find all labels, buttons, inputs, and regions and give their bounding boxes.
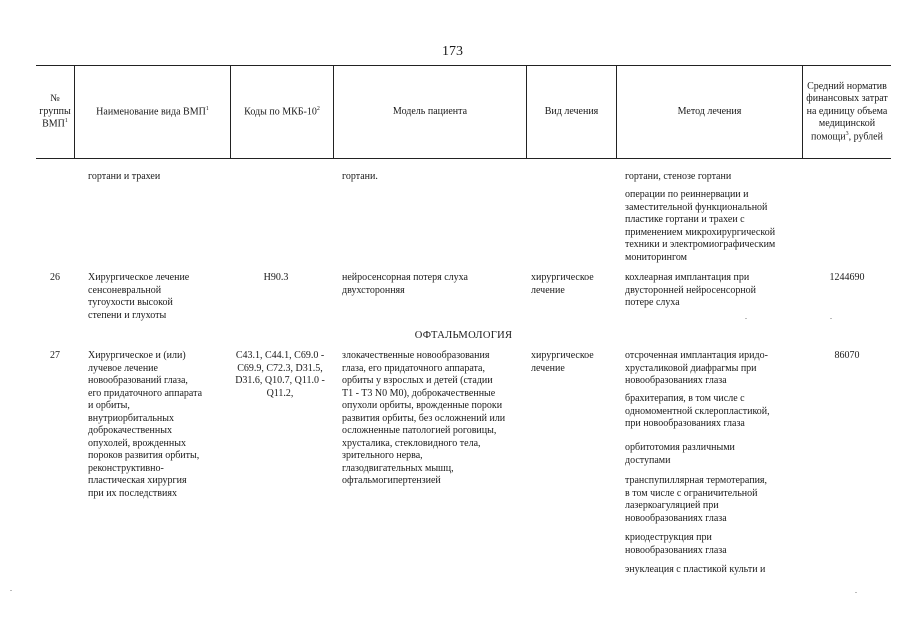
header-icd-codes: Коды по МКБ-$10^2$ bbox=[244, 105, 320, 117]
header-average-cost: Средний норматив финансовых затрат на единицу объема медицинской помощи$^3$, рублей bbox=[806, 80, 888, 142]
row27-method-4: транспупиллярная термотерапия, в том числе с ограничительной лазеркоагуляцией при новообразованиях глаза bbox=[625, 475, 768, 524]
row27-vmp-name: Хирургическое и (или) лучевое лечение новообразований глаза, его придаточного аппарата и орбиты, внутриорбитальных доброкачественных опухолей, врожденных пороков развития орбиты, реконструктивно- пластическая хирургия при их последствиях bbox=[88, 350, 203, 499]
page-number: 173 bbox=[442, 44, 463, 59]
row27-icd-codes: C43.1, C44.1, C69.0 - C69.9, C72.3, D31.5, D31.6, Q10.7, Q11.0 - Q11.2, bbox=[235, 350, 325, 399]
row26-treatment-type: хирургическое лечение bbox=[531, 272, 594, 296]
row26-icd-codes: H90.3 bbox=[263, 272, 289, 283]
row27-method-2: брахитерапия, в том числе с одномоментной склеропластикой, при новообразованиях глаза bbox=[625, 393, 770, 429]
row27-cost: 86070 bbox=[834, 350, 860, 361]
row27-method-5: криодеструкция при новообразованиях глаза bbox=[625, 532, 727, 556]
cont-method-1: гортани, стенозе гортани bbox=[625, 171, 732, 182]
row27-method-6: энуклеация с пластикой культи и bbox=[625, 564, 766, 575]
row26-patient-model: нейросенсорная потеря слуха двухсторонняя bbox=[342, 272, 468, 296]
header-treatment-type: Вид лечения bbox=[544, 105, 599, 117]
header-vmp-name: Наименование вида ВМП$^1$ bbox=[96, 105, 209, 117]
header-group-number: № группы ВМП$^1$ bbox=[39, 93, 71, 130]
row26-method: кохлеарная имплантация при двусторонней нейросенсорной потере слуха bbox=[625, 272, 757, 308]
cont-method-2: операции по реиннервации и заместительной функциональной пластике гортани и трахеи с применением микрохирургической техники и электромиографическим мониторингом bbox=[625, 189, 776, 263]
row27-method-1: отсроченная имплантация иридо- хрусталиковой диафрагмы при новообразованиях глаза bbox=[625, 350, 768, 386]
table-header bbox=[36, 65, 891, 159]
row27-treatment-type: хирургическое лечение bbox=[531, 350, 594, 374]
cont-patient-model: гортани. bbox=[342, 171, 378, 182]
row26-cost: 1244690 bbox=[829, 272, 865, 283]
row26-vmp-name: Хирургическое лечение сенсоневральной тугоухости высокой степени и глухоты bbox=[88, 272, 190, 321]
header-patient-model: Модель пациента bbox=[392, 105, 468, 117]
row27-patient-model: злокачественные новообразования глаза, его придаточного аппарата, орбиты у взрослых и детей (стадии T1 - T3 N0 M0), доброкачественные опухоли орбиты, врожденные пороки развития орбиты, без осложнений или осложненные патологией роговицы, хрусталика, стекловидного тела, зрительного нерва, глазодвигательных мышц, офтальмогипертензией bbox=[342, 350, 506, 486]
cont-vmp-name: гортани и трахеи bbox=[88, 171, 161, 182]
section-title: ОФТАЛЬМОЛОГИЯ bbox=[414, 330, 513, 341]
row26-number: 26 bbox=[50, 272, 60, 283]
header-treatment-method: Метод лечения bbox=[677, 105, 742, 117]
row27-method-3: орбитотомия различными доступами bbox=[625, 442, 735, 466]
row27-number: 27 bbox=[50, 350, 60, 361]
